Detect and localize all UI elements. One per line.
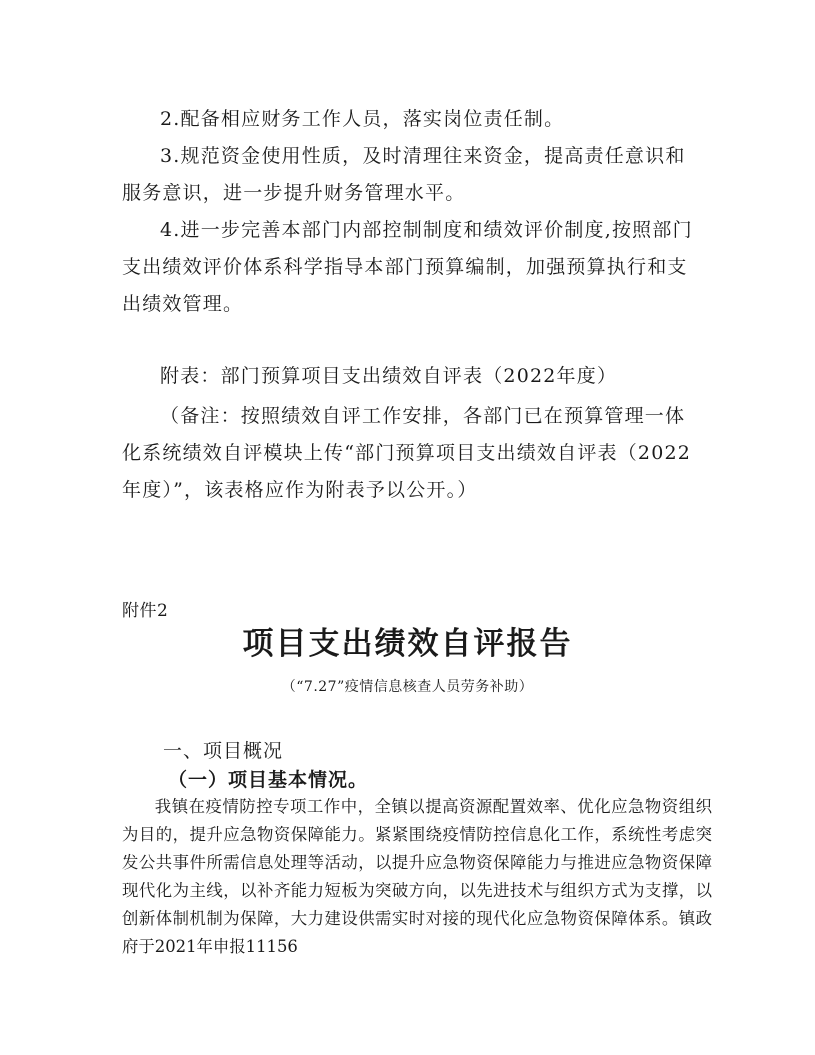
paragraph-item-4 — [122, 212, 700, 323]
appendix-text: 附表：部门预算项目支出绩效自评表（2022年度） — [160, 365, 618, 387]
report-title: 项目支出绩效自评报告 — [242, 626, 573, 662]
paragraph-item-3 — [122, 138, 700, 212]
section-heading: 一、项目概况 — [163, 740, 284, 762]
appendix-line — [122, 358, 700, 395]
remark-paragraph — [122, 398, 700, 509]
paragraph-item-2 — [122, 101, 700, 138]
paragraph-text: 4.进一步完善本部门内部控制制度和绩效评价制度,按照部门支出绩效评价体系科学指导本部门预算编制，加强预算执行和支出绩效管理。 — [122, 219, 693, 315]
body-paragraph: 我镇在疫情防控专项工作中，全镇以提高资源配置效率、优化应急物资组织为目的，提升应急物资保障能力。紧紧围绕疫情防控信息化工作，系统性考虑突发公共事件所需信息处理等活动，以提升应急物资保障能力与推进应急物资保障现代化为主线，以补齐能力短板为突破方向，以先进技术与组织方式为支撑，以创新体制机制为保障，大力建设供需实时对接的现代化应急物资保障体系。镇政府于2021年申报11156 — [122, 797, 712, 956]
attachment-label: 附件2 — [122, 601, 169, 621]
subsection-heading: （一）项目基本情况。 — [168, 769, 369, 791]
paragraph-text: 3.规范资金使用性质，及时清理往来资金，提高责任意识和服务意识，进一步提升财务管理水平。 — [122, 145, 686, 204]
remark-text: （备注：按照绩效自评工作安排，各部门已在预算管理一体化系统绩效自评模块上传“部门预算项目支出绩效自评表（2022年度）”，该表格应作为附表予以公开。） — [122, 405, 692, 501]
report-subtitle: （“7.27”疫情信息核查人员劳务补助） — [281, 679, 534, 695]
paragraph-text: 2.配备相应财务工作人员，落实岗位责任制。 — [160, 108, 565, 130]
